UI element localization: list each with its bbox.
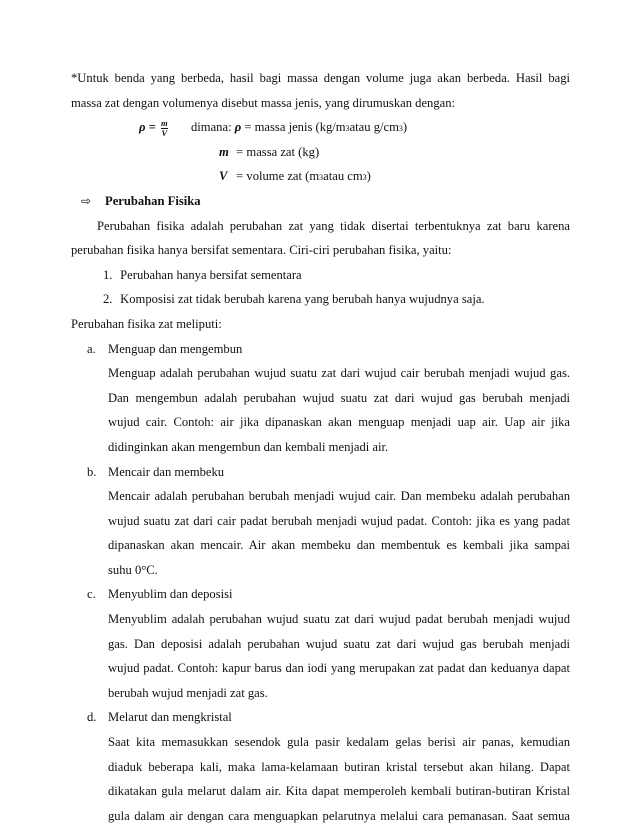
item-line: Mencair adalah perubahan berubah menjadi wujud cair. Dan membeku adalah perubahan <box>108 489 570 504</box>
alpha-item-c <box>71 582 570 705</box>
list-item <box>103 287 570 312</box>
item-title: Menyublim dan deposisi <box>108 587 233 602</box>
item-line: Saat kita memasukkan sesendok gula pasir kedalam gelas berisi air panas, kemudian <box>108 735 570 750</box>
volume-definition: = volume zat (m <box>236 169 320 184</box>
section-paragraph-line-2: perubahan fisika hanya bersifat sementara. Ciri-ciri perubahan fisika, yaitu: <box>71 243 452 258</box>
item-line: didinginkan akan mengembun dan kembali menjadi air. <box>108 439 389 454</box>
volume-definition-mid: atau cm <box>323 169 363 184</box>
item-title: Mencair dan membeku <box>108 464 225 479</box>
item-letter: b. <box>87 464 97 479</box>
right-arrow-icon: ⇨ <box>81 193 92 208</box>
volume-definition-row: V = volume zat (m 3 atau cm 3 ) <box>71 164 570 189</box>
item-line: dipanaskan akan mencair. Air akan membeku dan membentuk es kembali jika sampai <box>108 538 570 553</box>
item-line: berubah wujud menjadi zat gas. <box>108 685 268 700</box>
item-line: wujud padat. Contoh: kapur barus dan iodi yang merupakan zat padat dan keduanya dapat <box>108 661 570 676</box>
item-line: dikatakan gula melarut dalam air. Kita dapat memperoleh kembali butiran-butiran Kristal <box>108 784 570 799</box>
alpha-item-d <box>71 705 570 828</box>
item-line: gula dalam air dengan cara menguapkan pelarutnya melalui cara pemanasan. Saat semua <box>108 808 570 823</box>
list-item-text: Perubahan hanya bersifat sementara <box>120 267 302 282</box>
density-formula-row: ρ = $\frac{m}{V}$ dimana: ρ = massa jenis (kg/m 3 atau g/cm 3 ) <box>71 115 570 140</box>
item-line: Dan mengembun adalah perubahan wujud suatu zat dari wujud gas berubah menjadi <box>108 390 570 405</box>
section-title: Perubahan Fisika <box>105 193 201 208</box>
item-line: Menguap adalah perubahan wujud suatu zat dari wujud cair berubah menjadi wujud gas. <box>108 366 570 381</box>
formula-lhs: ρ = <box>139 120 156 135</box>
mass-definition-row <box>71 140 570 165</box>
rho-definition-mid: atau g/cm <box>349 120 399 135</box>
item-letter: a. <box>87 341 96 356</box>
rho-symbol: ρ <box>234 120 242 135</box>
item-line: gas. Dan deposisi adalah perubahan wujud suatu zat dari wujud gas berubah menjadi <box>108 636 570 651</box>
density-formula <box>71 115 191 140</box>
volume-definition-end: ) <box>366 169 371 184</box>
traits-list <box>71 263 570 312</box>
item-line: diaduk beberapa kali, maka lama-kelamaan butiran kristal tersebut akan hilang. Dapat <box>108 759 570 774</box>
intro-line-2: massa zat dengan volumenya disebut massa jenis, yang dirumuskan dengan: <box>71 95 456 110</box>
list-item-number: 2. <box>103 292 113 307</box>
list-item-text: Komposisi zat tidak berubah karena yang berubah hanya wujudnya saja. <box>120 292 485 307</box>
formula-fraction <box>161 119 168 138</box>
rho-definition-end: ) <box>402 120 408 135</box>
item-line: wujud suatu zat dari cair padat berubah menjadi wujud padat. Contoh: jika es yang padat <box>108 513 570 528</box>
section-heading <box>71 189 570 214</box>
volume-symbol: V <box>219 169 228 184</box>
item-line: Menyublim adalah perubahan wujud suatu zat dari wujud padat berubah menjadi wujud <box>108 612 570 627</box>
item-line: suhu 0°C. <box>108 562 158 577</box>
alpha-item-a <box>71 337 570 460</box>
intro-line-1: *Untuk benda yang berbeda, hasil bagi massa dengan volume juga akan berbeda. Hasil bagi <box>71 71 570 85</box>
rho-definition: = massa jenis (kg/m <box>244 120 346 135</box>
section-paragraph-line-1: Perubahan fisika adalah perubahan zat yang tidak disertai terbentuknya zat baru karena <box>97 218 570 233</box>
formula-numerator: m <box>160 117 168 128</box>
item-line: wujud cair. Contoh: air jika dipanaskan akan menguap menjadi uap air. Uap air jika <box>108 415 570 430</box>
formula-where-label: dimana: <box>191 120 232 135</box>
item-letter: c. <box>87 587 96 602</box>
mass-symbol: m <box>219 144 229 159</box>
item-title: Melarut dan mengkristal <box>108 710 232 725</box>
formula-denominator: V <box>161 127 168 138</box>
includes-line: Perubahan fisika zat meliputi: <box>71 316 222 331</box>
mass-definition: = massa zat (kg) <box>236 144 320 159</box>
list-item-number: 1. <box>103 267 113 282</box>
item-letter: d. <box>87 710 97 725</box>
item-title: Menguap dan mengembun <box>108 341 243 356</box>
list-item <box>103 263 570 288</box>
alpha-item-b <box>71 460 570 583</box>
